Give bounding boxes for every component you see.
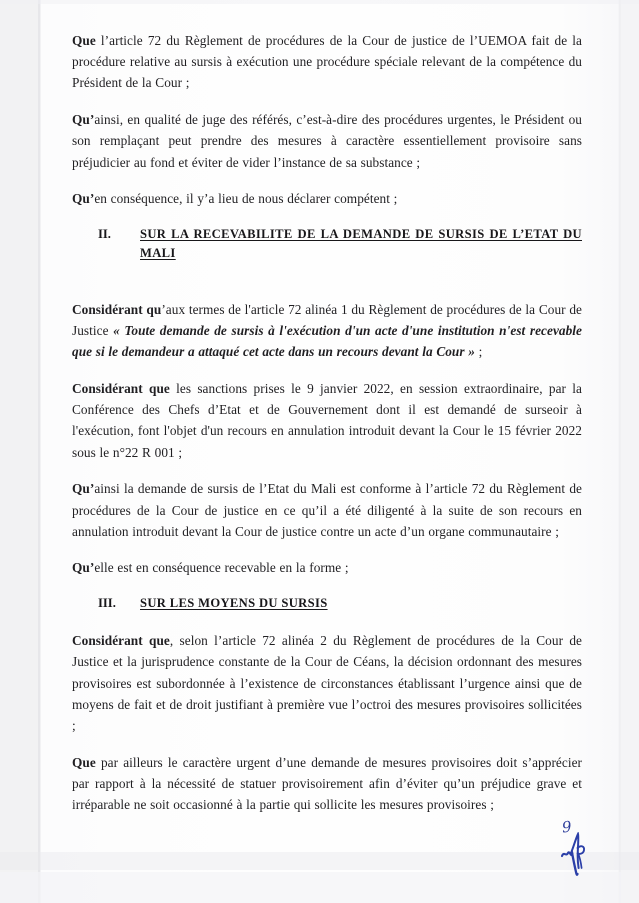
paragraph-lead: Considérant que — [72, 633, 170, 649]
paragraph — [72, 630, 582, 736]
section-heading-two — [72, 225, 582, 282]
paragraph — [72, 752, 582, 816]
quoted-article-text: « Toute demande de sursis à l'exécution d'un acte d'une institution n'est recevable que si le demandeur a attaqué cet acte dans un recours devant la Cour » — [72, 323, 582, 360]
handwritten-paraph-icon — [556, 832, 600, 878]
paragraph-text: par ailleurs le caractère urgent d’une demande de mesures provisoires doit s’apprécier par rapport à la nécessité de statuer provisoirement afin d’éviter qu’un préjudice grave et irréparable ne soit occasionné à la partie qui sollicite les mesures provisoires ; — [72, 754, 582, 813]
document-body — [72, 30, 582, 815]
section-number: III. — [98, 596, 116, 611]
paragraph — [72, 378, 582, 463]
paragraph-text: l’article 72 du Règlement de procédures de la Cour de justice de l’UEMOA fait de la procédure relative au sursis à exécution une procédure spéciale relevant de la compétence du Président de la Cour ; — [72, 33, 582, 91]
section-title: SUR LES MOYENS DU SURSIS — [140, 596, 328, 611]
scan-artifact-bottom — [0, 872, 639, 903]
paragraph — [72, 109, 582, 173]
paragraph — [72, 557, 582, 578]
paragraph-lead: Qu’ — [72, 191, 95, 207]
paragraph-text: ainsi, en qualité de juge des référés, c’est-à-dire des procédures urgentes, le Président ou son remplaçant peut prendre des mesures à caractère essentiellement provisoire sans préjudicier au fond et éviter de vider l’instance de sa substance ; — [72, 112, 582, 170]
paragraph-text: ainsi la demande de sursis de l’Etat du Mali est conforme à l’article 72 du Règlement de procédures de la Cour de justice en ce qu’il a été diligenté à la suite de son recours en annulation introduit devant la Cour de justice contre un acte d’un organe communautaire ; — [72, 481, 582, 539]
handwritten-page-number: 9 — [561, 817, 573, 837]
paragraph-lead: Considérant qu — [72, 301, 162, 317]
paragraph-lead: Qu’ — [72, 481, 95, 497]
paragraph-text: elle est en conséquence recevable en la forme ; — [94, 560, 349, 576]
paragraph — [72, 30, 582, 94]
paragraph — [72, 478, 582, 542]
section-number: II. — [98, 226, 111, 241]
paragraph-text: les sanctions prises le 9 janvier 2022, en session extraordinaire, par la Conférence des Chefs d’Etat et de Gouvernement dont il est demandé de surseoir à l'exécution, font l'objet d'un recours en annulation introduit devant la Cour le 15 février 2022 sous le n°22 R 001 ; — [72, 381, 582, 460]
paragraph-tail: ; — [474, 344, 483, 360]
scan-artifact-lower — [0, 852, 639, 870]
paragraph-lead: Qu’ — [72, 112, 95, 128]
paragraph — [72, 188, 582, 209]
scan-artifact-top — [0, 0, 639, 4]
paragraph-lead: Qu’ — [72, 560, 95, 576]
section-title: SUR LA RECEVABILITE DE LA DEMANDE DE SURSIS DE L’ETAT DU MALI — [140, 226, 582, 260]
paragraph-text: ’aux termes de l'article 72 alinéa 1 du Règlement de procédures de la Cour de Justice — [72, 301, 582, 339]
paragraph-text: , selon l’article 72 alinéa 2 du Règlement de procédures de la Cour de Justice et la jurisprudence constante de la Cour de Céans, la décision ordonnant des mesures provisoires est subordonnée à l’existence de circonstances établissant l’urgence ainsi que de moyens de fait et de droit justifiant à première vue l’octroi des mesures provisoires sollicitées ; — [72, 633, 582, 733]
paragraph-text: en conséquence, il y’a lieu de nous déclarer compétent ; — [94, 191, 398, 207]
paragraph — [72, 299, 582, 363]
paragraph-lead: Considérant que — [72, 381, 170, 397]
handwritten-page-marker — [556, 818, 604, 880]
paragraph-lead: Que — [72, 33, 96, 48]
section-heading-three — [72, 594, 582, 613]
paragraph-lead: Que — [72, 754, 96, 770]
